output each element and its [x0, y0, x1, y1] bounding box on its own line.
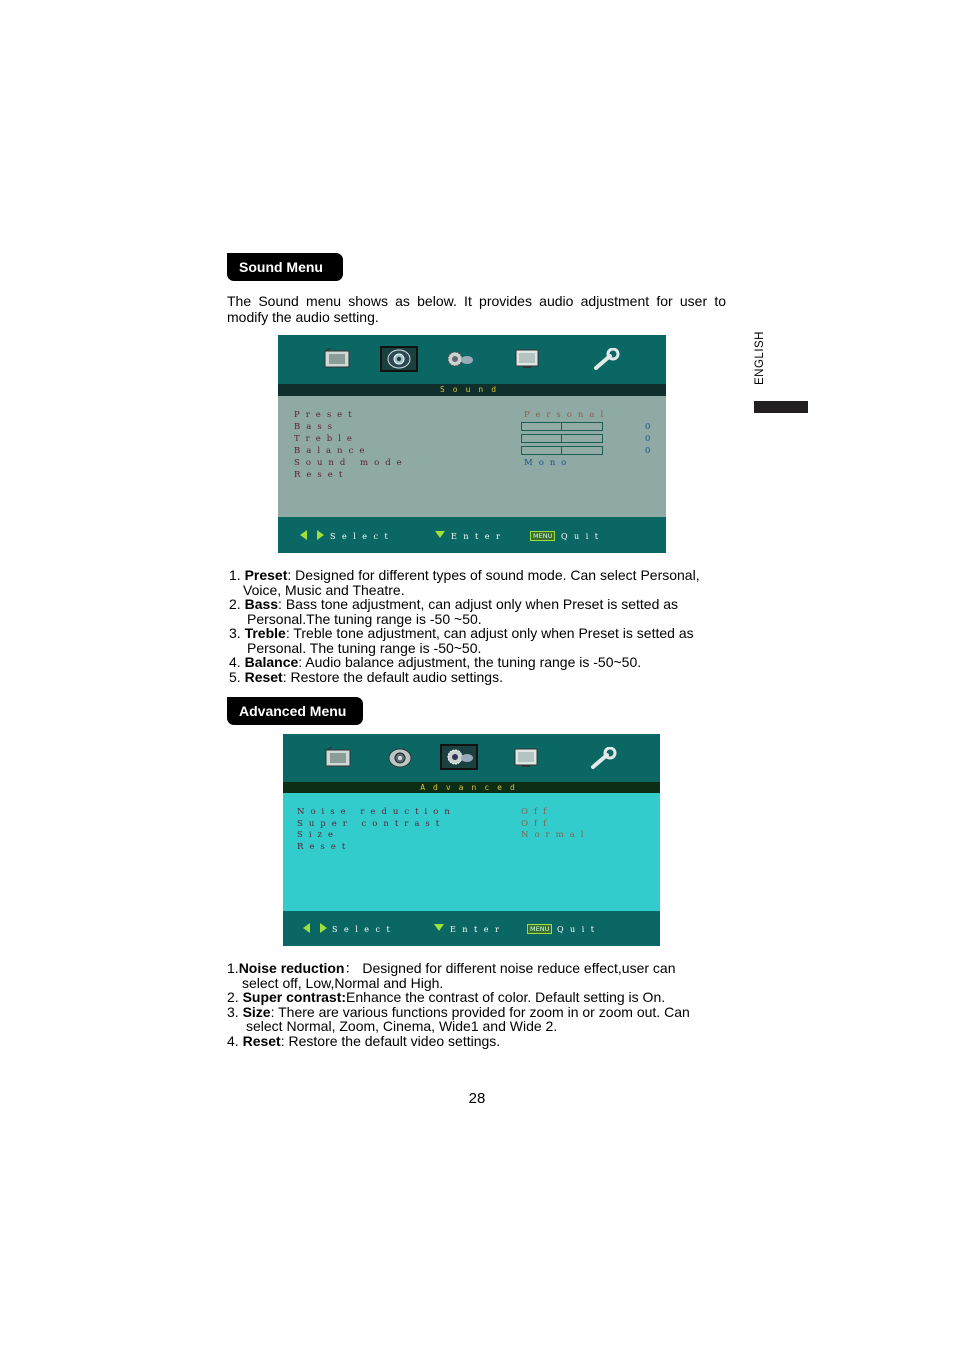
item-text: : Restore the default video settings.: [280, 1032, 501, 1049]
osd-row-value: Personal: [524, 410, 610, 420]
footer-select-label: Select: [332, 925, 397, 934]
picture-icon: [318, 346, 356, 372]
item-term: Treble: [244, 625, 286, 641]
advanced-feature-list: [227, 961, 726, 1048]
list-item-continuation: Personal. The tuning range is -50~50.: [247, 639, 482, 656]
list-item: [229, 670, 726, 685]
item-text: Enhance the contrast of color. Default setting is On.: [346, 989, 666, 1005]
advanced-gear-icon: [440, 744, 478, 770]
item-number: 1.: [227, 960, 239, 976]
advanced-menu-heading: [227, 697, 363, 725]
screen-icon: [508, 346, 546, 372]
advanced-menu-heading-text: Advanced Menu: [239, 703, 347, 719]
bass-slider[interactable]: [521, 422, 603, 431]
item-term: Reset: [242, 1032, 281, 1049]
sound-menu-heading-text: Sound Menu: [239, 259, 323, 275]
osd-row-value: Off: [521, 819, 553, 829]
item-term: Preset: [244, 567, 288, 583]
item-term: Balance: [244, 654, 299, 670]
language-label: ENGLISH: [754, 331, 766, 385]
advanced-osd-screen: [283, 734, 660, 946]
list-item-continuation: Voice, Music and Theatre.: [243, 581, 405, 598]
item-number: 1.: [229, 567, 241, 583]
advanced-gear-icon: [440, 346, 478, 372]
item-text: : Bass tone adjustment, can adjust only when Preset is setted as: [278, 596, 679, 612]
picture-icon: [319, 745, 357, 771]
advanced-osd-title: Advanced: [283, 782, 660, 793]
list-item-continuation: select Normal, Zoom, Cinema, Wide1 and Wide 2.: [246, 1018, 558, 1034]
sound-osd-body: [278, 396, 666, 517]
screen-icon: [507, 745, 545, 771]
item-text: : Designed for different types of sound mode. Can select Personal,: [287, 567, 700, 583]
advanced-osd-icon-bar: [283, 734, 660, 782]
list-item: [229, 655, 726, 670]
item-term: Size: [242, 1003, 271, 1020]
left-right-arrows-icon: [303, 923, 327, 933]
item-text: ： Designed for different noise reduce effect,user can: [344, 960, 676, 976]
osd-row-value: 0: [645, 422, 657, 432]
sound-menu-heading: [227, 253, 343, 281]
item-number: 2.: [229, 596, 241, 612]
sound-icon: [380, 346, 418, 372]
list-item: [227, 990, 726, 1005]
item-text: : Treble tone adjustment, can adjust only when Preset is setted as: [285, 625, 694, 641]
osd-row-label[interactable]: Noise reduction: [297, 807, 456, 817]
setup-wrench-icon: [588, 346, 626, 372]
menu-key-icon: MENU: [527, 924, 552, 934]
item-term: Noise reduction: [238, 960, 345, 976]
item-term: Bass: [244, 596, 279, 612]
osd-row-value: Off: [521, 807, 553, 817]
item-number: 4.: [227, 1032, 239, 1049]
list-item: [229, 568, 726, 583]
item-term: Super contrast:: [242, 989, 347, 1005]
osd-row-label[interactable]: Treble: [294, 434, 358, 444]
osd-row-value: 0: [645, 446, 657, 456]
item-term: Reset: [244, 668, 283, 685]
sound-osd-screen: [278, 335, 666, 553]
sound-intro: The Sound menu shows as below. It provides audio adjustment for user to modify the audio setting.: [227, 293, 726, 325]
down-arrow-icon: [434, 924, 444, 931]
osd-row-label[interactable]: Reset: [297, 842, 352, 852]
osd-row-label[interactable]: Super contrast: [297, 819, 446, 829]
treble-slider[interactable]: [521, 434, 603, 443]
item-text: : There are various functions provided for zoom in or zoom out. Can: [270, 1003, 690, 1020]
menu-key-icon: MENU: [530, 531, 555, 541]
osd-row-label[interactable]: Reset: [294, 470, 349, 480]
osd-row-label[interactable]: Size: [297, 830, 340, 840]
list-item-continuation: select off, Low,Normal and High.: [242, 974, 444, 991]
list-item: [227, 1034, 726, 1049]
footer-enter-label: Enter: [451, 532, 507, 541]
osd-row-value: Normal: [521, 830, 590, 840]
advanced-osd-footer: [283, 911, 660, 946]
item-text: : Restore the default audio settings.: [282, 668, 503, 685]
list-item: [229, 597, 726, 612]
list-item-continuation: Personal.The tuning range is -50 ~50.: [247, 610, 482, 627]
item-number: 5.: [229, 668, 241, 685]
item-text: : Audio balance adjustment, the tuning range is -50~50.: [298, 654, 642, 670]
sound-osd-title: Sound: [278, 384, 666, 396]
page-number: 28: [468, 1090, 486, 1107]
osd-row-value: Mono: [524, 458, 573, 468]
osd-row-label[interactable]: Bass: [294, 422, 339, 432]
list-item: [229, 626, 726, 641]
osd-row-value: 0: [645, 434, 657, 444]
footer-enter-label: Enter: [450, 925, 506, 934]
language-marker-bar: [754, 401, 808, 413]
item-number: 4.: [229, 654, 241, 670]
advanced-osd-body: [283, 793, 660, 910]
language-tab: [752, 330, 766, 390]
sound-icon: [381, 745, 419, 771]
sound-osd-footer: [278, 517, 666, 553]
item-number: 2.: [227, 989, 239, 1005]
footer-select-label: Select: [330, 532, 395, 541]
down-arrow-icon: [435, 531, 445, 538]
item-number: 3.: [227, 1003, 239, 1020]
sound-osd-icon-bar: [278, 335, 666, 384]
setup-wrench-icon: [585, 745, 623, 771]
osd-row-label[interactable]: Sound mode: [294, 458, 408, 468]
sound-feature-list: [229, 568, 726, 684]
osd-row-label[interactable]: Balance: [294, 446, 371, 456]
list-item: [227, 1005, 726, 1020]
list-item: [227, 961, 726, 976]
osd-row-label[interactable]: Preset: [294, 410, 358, 420]
footer-quit-label: Quit: [557, 925, 601, 934]
left-right-arrows-icon: [300, 530, 324, 540]
item-number: 3.: [229, 625, 241, 641]
balance-slider[interactable]: [521, 446, 603, 455]
footer-quit-label: Quit: [561, 532, 605, 541]
